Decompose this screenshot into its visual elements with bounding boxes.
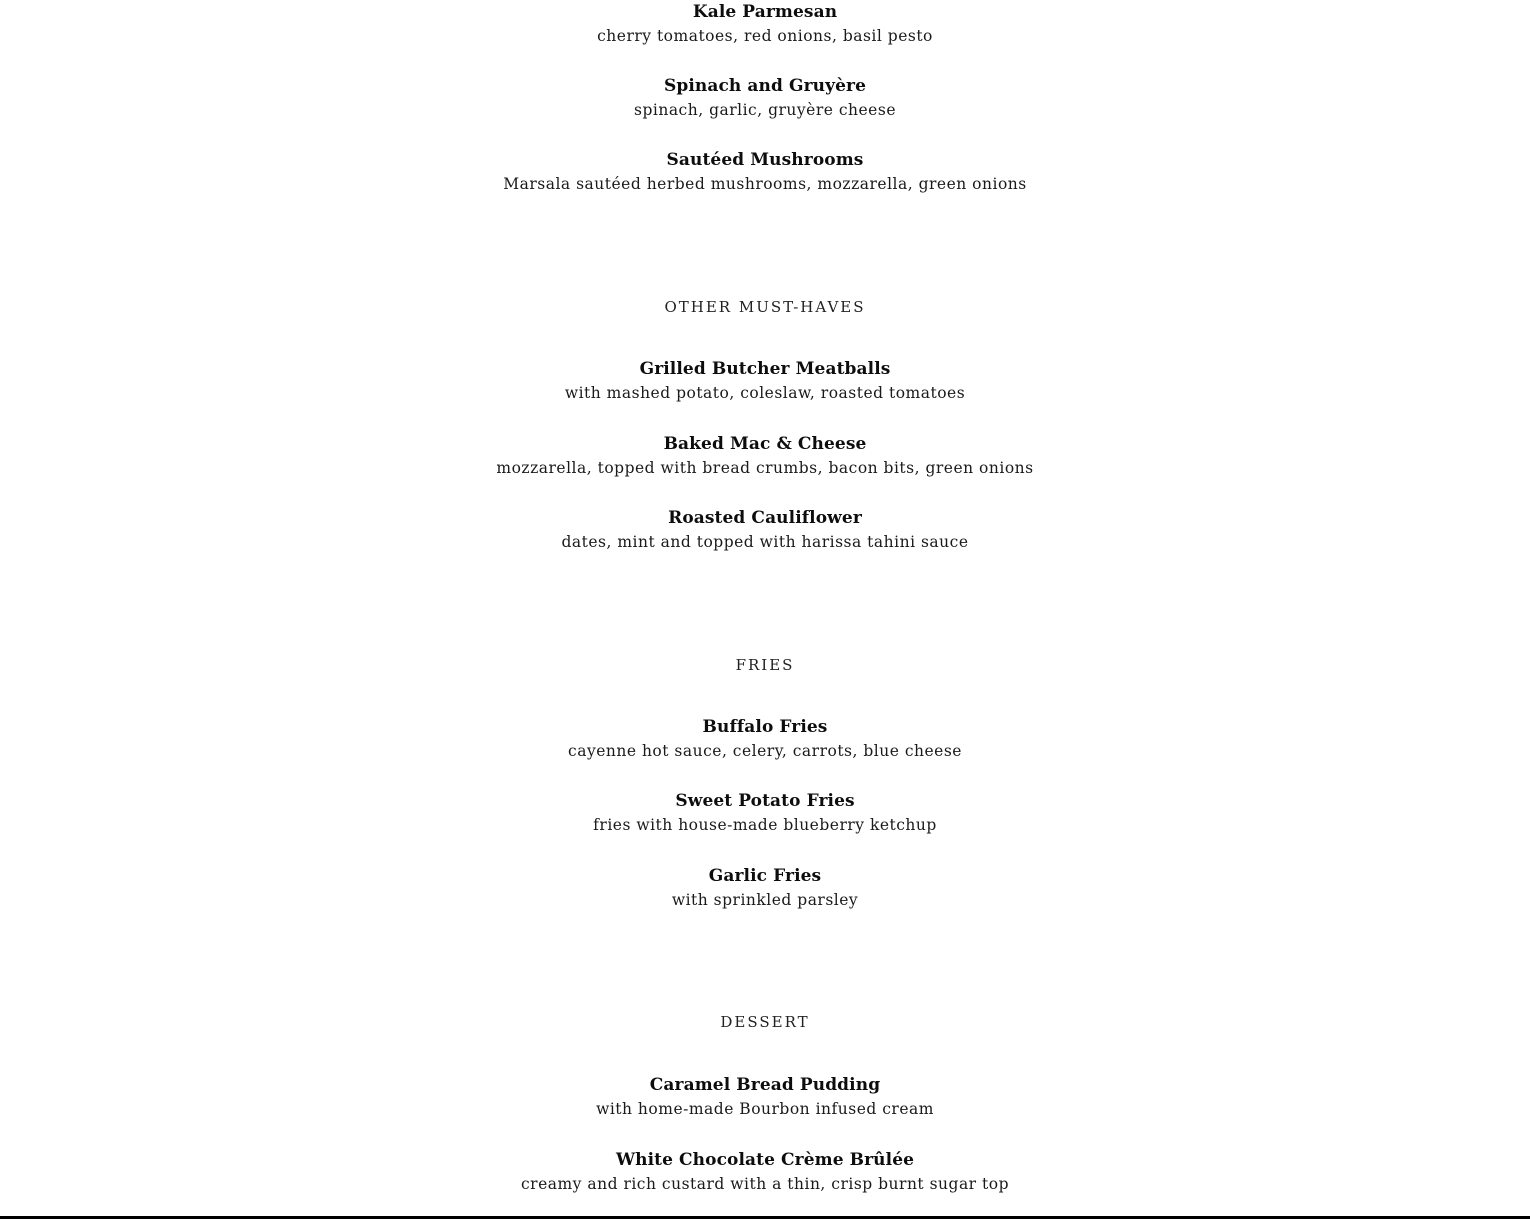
menu-item: [0, 357, 1530, 405]
menu-item: [0, 1073, 1530, 1121]
item-name: Garlic Fries: [708, 866, 822, 886]
menu-item: [0, 715, 1530, 763]
item-description: dates, mint and topped with harissa tahini sauce: [561, 533, 969, 551]
section-title: DESSERT: [720, 1013, 810, 1031]
item-name: Sautéed Mushrooms: [666, 150, 864, 170]
section-heading: [0, 1010, 1530, 1034]
menu-item: [0, 148, 1530, 196]
item-description: spinach, garlic, gruyère cheese: [634, 101, 896, 119]
item-name: Sweet Potato Fries: [675, 791, 855, 811]
item-description: cherry tomatoes, red onions, basil pesto: [597, 27, 933, 45]
item-description: creamy and rich custard with a thin, crisp burnt sugar top: [520, 1175, 1010, 1193]
item-name: Kale Parmesan: [692, 2, 838, 22]
section-heading: [0, 653, 1530, 677]
section-title: FRIES: [735, 656, 795, 674]
item-name: Spinach and Gruyère: [663, 76, 866, 96]
item-description: cayenne hot sauce, celery, carrots, blue cheese: [568, 742, 962, 760]
item-name: Caramel Bread Pudding: [649, 1075, 881, 1095]
item-description: with mashed potato, coleslaw, roasted tomatoes: [564, 384, 966, 402]
menu-item: [0, 506, 1530, 554]
section-heading: [0, 295, 1530, 319]
item-name: Buffalo Fries: [702, 717, 828, 737]
menu-item: [0, 74, 1530, 122]
item-name: Grilled Butcher Meatballs: [639, 359, 891, 379]
menu-item: [0, 864, 1530, 912]
item-description: with home-made Bourbon infused cream: [596, 1100, 934, 1118]
menu-item: [0, 432, 1530, 480]
menu-item: [0, 0, 1530, 48]
item-description: Marsala sautéed herbed mushrooms, mozzarella, green onions: [503, 175, 1027, 193]
item-name: White Chocolate Crème Brûlée: [615, 1150, 915, 1170]
menu-item: [0, 1148, 1530, 1196]
item-description: mozzarella, topped with bread crumbs, bacon bits, green onions: [496, 459, 1034, 477]
item-name: Baked Mac & Cheese: [663, 434, 867, 454]
section-title: OTHER MUST-HAVES: [664, 298, 866, 316]
item-description: fries with house-made blueberry ketchup: [593, 816, 937, 834]
item-name: Roasted Cauliflower: [668, 508, 862, 528]
item-description: with sprinkled parsley: [671, 891, 859, 909]
menu-item: [0, 789, 1530, 837]
